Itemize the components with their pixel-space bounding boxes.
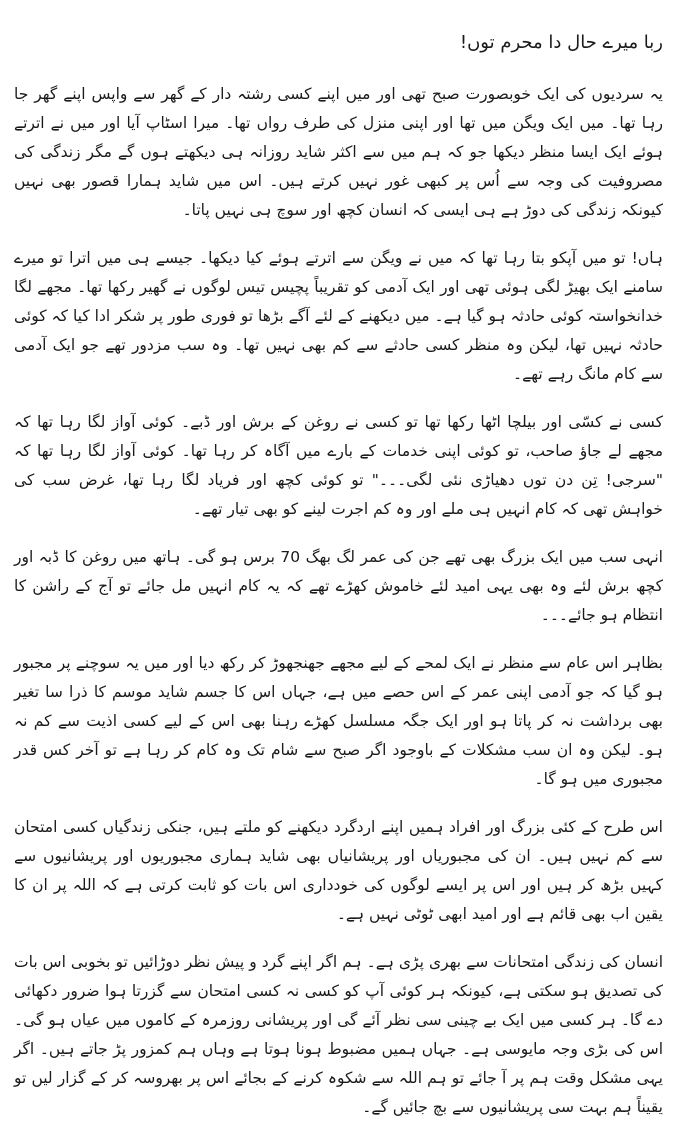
article-paragraph-2: ہاں! تو میں آپکو بتا رہا تھا کہ میں نے ویگن سے اترتے ہوئے کیا دیکھا۔ جیسے ہی میں اترا تو میرے سامنے ایک بھیڑ لگی ہوئی تھی اور ایک آدمی کو تقریباً پچیس تیس لوگوں نے گھیر رکھا تھا۔ مجھے لگا خدانخواستہ کوئی حادثہ ہو گیا ہے۔ میں دیکھنے کے لئے آگے بڑھا تو فوری طور پر شکر ادا کیا کہ کوئی حادثہ نہیں تھا، لیکن وہ منظر کسی حادثے سے کم بھی نہیں تھا۔ وہ سب مزدور تھے جو ایک آدمی سے کام مانگ رہے تھے۔ xyxy=(14,249,663,383)
article-paragraph-1: یہ سردیوں کی ایک خوبصورت صبح تھی اور میں اپنے کسی رشتہ دار کے گھر سے واپس اپنے گھر جا رہا تھا۔ میں ایک ویگن میں تھا اور اپنی منزل کی طرف رواں تھا۔ میرا اسٹاپ آیا اور میں نے اترتے ہوئے ایک ایسا منظر دیکھا جو کہ ہم میں سے اکثر شاید روزانہ ہی دیکھتے ہوں گے مگر زندگی کی مصروفیت کی وجہ سے اُس پر کبھی غور نہیں کرتے ہیں۔ اس میں شاید ہمارا قصور بھی نہیں کیونکہ زندگی کی دوڑ ہے ہی ایسی کہ انسان کچھ اور سوچ ہی نہیں پاتا۔ xyxy=(14,85,663,219)
article-paragraph-6: اس طرح کے کئی بزرگ اور افراد ہمیں اپنے اردگرد دیکھنے کو ملتے ہیں، جنکی زندگیاں کسی امتحان سے کم نہیں ہیں۔ ان کی مجبوریاں اور پریشانیاں بھی شاید ہماری مجبوریوں اور پریشانیوں سے کہیں بڑھ کر ہیں اور اس پر ایسے لوگوں کی خودداری اس بات کو ثابت کرتی ہے کہ اللہ پر ان کا یقین اب بھی قائم ہے اور امید ابھی ٹوٹی نہیں ہے۔ xyxy=(14,818,663,923)
article-title: ربا میرے حال دا محرم توں! xyxy=(459,32,663,53)
article-paragraph-4: انہی سب میں ایک بزرگ بھی تھے جن کی عمر لگ بھگ 70 برس ہو گی۔ ہاتھ میں روغن کا ڈبہ اور کچھ برش لئے وہ بھی یہی امید لئے خاموش کھڑے تھے کہ یہ کام انہیں مل جائے تو آج کے راشن کا انتظام ہو جائے۔۔۔ xyxy=(14,548,663,624)
article-paragraph-3: کسی نے کسّی اور بیلچا اٹھا رکھا تھا تو کسی نے روغن کے برش اور ڈبے۔ کوئی آواز لگا رہا تھا کہ مجھے لے جاؤ صاحب، تو کوئی اپنی خدمات کے بارے میں آگاہ کر رہا تھا۔ کوئی آواز لگا رہا تھا کہ "سرجی! تِن دن توں دھیاڑی نئی لگی۔۔۔" تو کوئی کچھ اور فریاد لگا رہا تھا، غرض سب کی خواہش تھی کہ کام انہیں ہی ملے اور وہ کم اجرت لینے کو بھی تیار تھے۔ xyxy=(14,413,663,518)
article-paragraph-7: انسان کی زندگی امتحانات سے بھری پڑی ہے۔ ہم اگر اپنے گرد و پیش نظر دوڑائیں تو بخوبی اس بات کی تصدیق ہو سکتی ہے، کیونکہ ہر کوئی آپ کو کسی نہ کسی امتحان سے گزرتا ہوا ضرور دکھائی دے گا۔ ہر کسی میں ایک بے چینی سی نظر آئے گی اور پریشانی روزمرہ کے کاموں میں عیاں ہو گی۔ اس کی بڑی وجہ مایوسی ہے۔ جہاں ہمیں مضبوط ہونا ہوتا ہے وہاں ہم کمزور پڑ جاتے ہیں۔ اگر یہی مشکل وقت ہم پر آ جائے تو ہم اللہ سے شکوہ کرنے کے بجائے اس پر بھروسہ کر کے گزار لیں تو یقیناً ہم بہت سی پریشانیوں سے بچ جائیں گے۔ xyxy=(14,953,663,1116)
article-paragraph-5: بظاہر اس عام سے منظر نے ایک لمحے کے لیے مجھے جھنجھوڑ کر رکھ دیا اور میں یہ سوچنے پر مجبور ہو گیا کہ جو آدمی اپنی عمر کے اس حصے میں ہے، جہاں اس کا جسم شاید موسم کا ذرا سا تغیر بھی برداشت نہ کر پاتا ہو اور ایک جگہ مسلسل کھڑے رہنا بھی اس کے لیے کسی اذیت سے کم نہ ہو۔ لیکن وہ ان سب مشکلات کے باوجود اگر صبح سے شام تک وہ کام کر رہا ہے تو آخر کس قدر مجبوری میں ہو گا۔ xyxy=(14,654,663,788)
